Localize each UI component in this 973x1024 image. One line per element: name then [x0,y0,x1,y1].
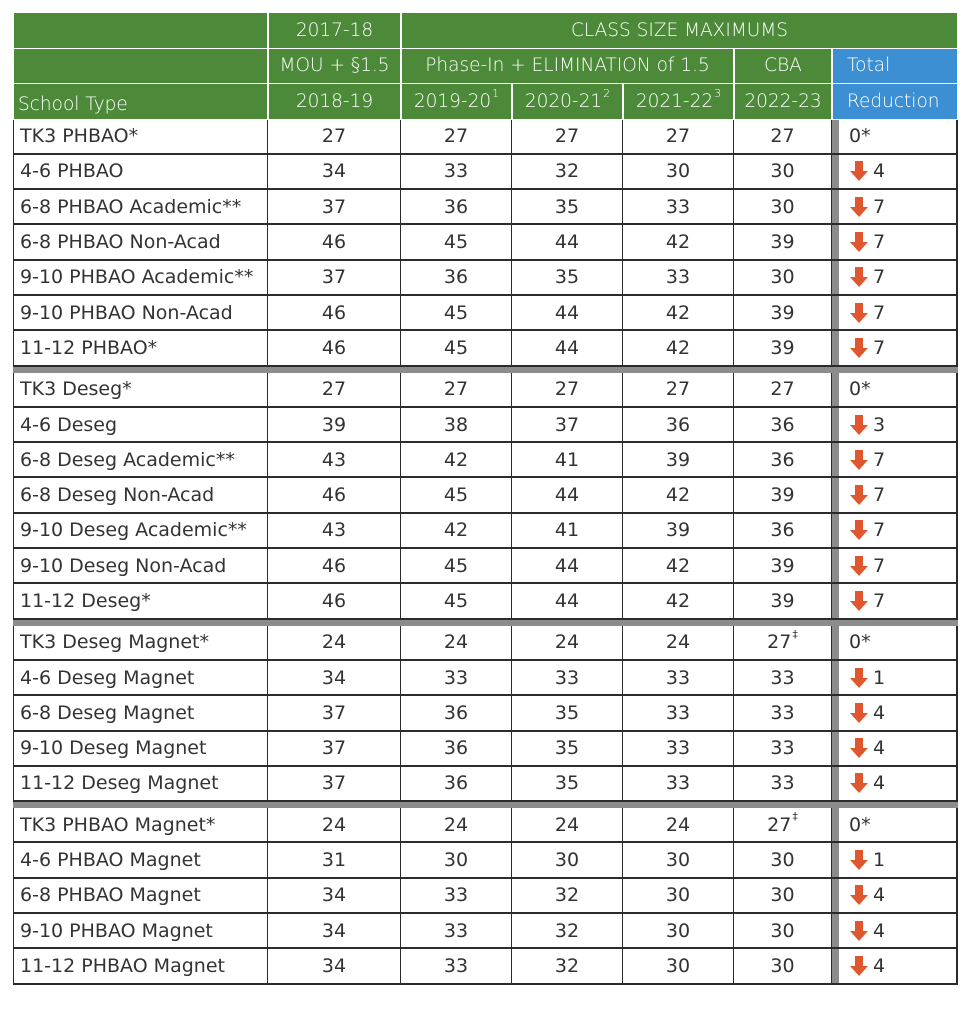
header-row-2 [13,49,958,85]
header-row-3 [13,84,958,120]
total-value: 0* [849,125,871,148]
value-cell: 34 [268,879,401,912]
value-cell: 34 [268,661,401,694]
value-cell: 42 [401,514,512,547]
value-cell: 33 [401,879,512,912]
down-arrow-icon [849,702,869,724]
value-cell: 42 [623,584,734,617]
value-cell: 36 [401,190,512,223]
value-cell: 30 [734,843,832,876]
total-value: 0* [849,378,871,401]
total-reduction-cell [832,949,958,982]
total-reduction-cell [832,584,958,617]
value-cell: 24 [401,808,512,841]
header-class-size-maximums: CLASS SIZE MAXIMUMS [401,13,958,49]
header-phase-in: Phase-In + ELIMINATION of 1.5 [401,49,734,85]
value-cell: 36 [734,443,832,476]
down-arrow-icon [849,449,869,471]
value-cell: 35 [512,261,623,294]
total-value: 7 [873,231,886,254]
value-cell: 27 [512,120,623,153]
table-row [13,661,958,696]
school-type-cell: 11-12 PHBAO Magnet [13,949,268,982]
value-cell: 30 [623,949,734,982]
value-cell: 39 [734,549,832,582]
value-cell: 46 [268,331,401,364]
school-type-cell: 9-10 PHBAO Non-Acad [13,296,268,329]
total-value: 7 [873,484,886,507]
total-value: 3 [873,413,886,436]
value-cell: 33 [401,661,512,694]
total-reduction-cell [832,478,958,511]
school-type-cell: 6-8 PHBAO Non-Acad [13,225,268,258]
value-cell: 45 [401,584,512,617]
value-cell: 33 [734,732,832,765]
value-cell: 33 [623,732,734,765]
value-cell: 42 [401,443,512,476]
total-reduction-cell [832,767,958,800]
value-cell: 34 [268,914,401,947]
value-cell: 27 [512,373,623,406]
school-type-cell: 4-6 Deseg [13,408,268,441]
class-size-table [13,13,958,985]
table-row [13,808,958,843]
value-cell: 36 [401,696,512,729]
total-reduction-cell [832,331,958,364]
down-arrow-icon [849,555,869,577]
value-cell: 30 [401,843,512,876]
value-cell: 37 [268,767,401,800]
value-cell: 33 [623,661,734,694]
value-cell: 33 [401,914,512,947]
total-value: 4 [873,884,886,907]
value-cell: 36 [734,514,832,547]
value-cell: 36 [401,732,512,765]
header-total: Total [832,49,958,85]
total-reduction-cell [832,808,958,841]
school-type-cell: 11-12 Deseg Magnet [13,767,268,800]
header-blank [13,13,268,49]
value-cell: 30 [623,914,734,947]
value-cell: 44 [512,584,623,617]
down-arrow-icon [849,920,869,942]
table-row [13,331,958,366]
value-cell: 34 [268,949,401,982]
down-arrow-icon [849,737,869,759]
value-cell: 27 [268,120,401,153]
total-value: 7 [873,336,886,359]
header-2022-23: 2022-23 [734,84,832,120]
total-value: 7 [873,554,886,577]
down-arrow-icon [849,484,869,506]
table-row [13,732,958,767]
total-reduction-cell [832,843,958,876]
value-cell: 32 [512,155,623,188]
total-reduction-cell [832,408,958,441]
value-cell: 33 [734,696,832,729]
value-cell: 32 [512,949,623,982]
down-arrow-icon [849,884,869,906]
header-school-type: School Type [13,84,268,120]
school-type-cell: TK3 PHBAO* [13,120,268,153]
school-type-cell: 9-10 Deseg Magnet [13,732,268,765]
value-cell: 24 [623,808,734,841]
table-row [13,296,958,331]
value-cell: 39 [623,443,734,476]
total-reduction-cell [832,190,958,223]
value-cell: 46 [268,296,401,329]
header-2019-20: 2019-20 1 [401,84,512,120]
value-cell: 24 [268,808,401,841]
header-2018-19: 2018-19 [268,84,401,120]
total-value: 4 [873,919,886,942]
table-row [13,514,958,549]
value-cell: 27 [623,373,734,406]
value-cell: 39 [734,478,832,511]
total-value: 7 [873,301,886,324]
down-arrow-icon [849,667,869,689]
value-cell: 39 [734,225,832,258]
value-cell: 30 [734,879,832,912]
value-cell: 44 [512,549,623,582]
value-cell: 27 [734,373,832,406]
value-cell: 38 [401,408,512,441]
header-mou: MOU + §1.5 [268,49,401,85]
value-cell: 30 [734,190,832,223]
value-cell: 33 [623,696,734,729]
header-2020-21: 2020-21 2 [512,84,623,120]
down-arrow-icon [849,849,869,871]
value-cell: 33 [401,155,512,188]
value-cell: 42 [623,296,734,329]
value-cell: 31 [268,843,401,876]
value-cell: 27 [623,120,734,153]
down-arrow-icon [849,955,869,977]
value-cell: 24 [401,626,512,659]
value-cell: 33 [512,661,623,694]
school-type-cell: 4-6 PHBAO Magnet [13,843,268,876]
value-cell: 24 [623,626,734,659]
table-row [13,626,958,661]
total-reduction-cell [832,296,958,329]
value-cell: 27 [401,120,512,153]
school-type-cell: TK3 Deseg* [13,373,268,406]
value-cell: 46 [268,584,401,617]
value-cell: 33 [623,767,734,800]
school-type-cell: 9-10 Deseg Non-Acad [13,549,268,582]
total-value: 0* [849,813,871,836]
table-row [13,478,958,513]
value-cell: 35 [512,190,623,223]
value-cell: 37 [512,408,623,441]
total-reduction-cell [832,261,958,294]
value-cell: 44 [512,296,623,329]
value-cell: 46 [268,225,401,258]
value-cell: 24 [268,626,401,659]
table-row [13,914,958,949]
school-type-cell: 9-10 Deseg Academic** [13,514,268,547]
table-row [13,879,958,914]
value-cell: 33 [623,190,734,223]
down-arrow-icon [849,772,869,794]
value-cell: 45 [401,478,512,511]
table-row [13,373,958,408]
value-cell: 33 [623,261,734,294]
total-reduction-cell [832,373,958,406]
total-reduction-cell [832,914,958,947]
total-value: 7 [873,590,886,612]
value-cell: 34 [268,155,401,188]
total-value: 7 [873,195,886,218]
value-cell: 27 [268,373,401,406]
value-cell: 44 [512,331,623,364]
school-type-cell: 6-8 Deseg Non-Acad [13,478,268,511]
value-cell: 36 [401,767,512,800]
value-cell: 37 [268,732,401,765]
value-cell: 35 [512,696,623,729]
value-cell: 44 [512,225,623,258]
table-row [13,443,958,478]
down-arrow-icon [849,414,869,436]
value-cell: 42 [623,331,734,364]
value-cell: 37 [268,190,401,223]
total-reduction-cell [832,120,958,153]
header-reduction: Reduction [832,84,958,120]
value-cell: 24 [512,808,623,841]
header-blank-2 [13,49,268,85]
footnote-mark: ‡ [792,627,798,641]
total-value: 4 [873,954,886,977]
header-2021-22: 2021-22 3 [623,84,734,120]
value-cell: 30 [734,155,832,188]
value-cell: 30 [623,843,734,876]
total-value: 1 [873,666,886,689]
down-arrow-icon [849,302,869,324]
total-value: 7 [873,448,886,471]
value-cell: 39 [734,584,832,617]
value-cell: 33 [734,661,832,694]
down-arrow-icon [849,160,869,182]
down-arrow-icon [849,337,869,359]
table-body [13,120,958,985]
value-cell: 42 [623,549,734,582]
value-cell: 39 [623,514,734,547]
down-arrow-icon [849,519,869,541]
value-cell: 36 [734,408,832,441]
header-row-1 [13,13,958,49]
table-row [13,696,958,731]
school-type-cell: 9-10 PHBAO Academic** [13,261,268,294]
total-reduction-cell [832,155,958,188]
value-cell: 45 [401,296,512,329]
total-value: 1 [873,849,886,872]
table-row [13,584,958,619]
table-row [13,549,958,584]
total-value: 7 [873,266,886,289]
value-cell: 45 [401,549,512,582]
total-value: 4 [873,737,886,760]
value-cell: 30 [734,261,832,294]
school-type-cell: 4-6 Deseg Magnet [13,661,268,694]
value-cell: 39 [734,296,832,329]
total-value: 4 [873,701,886,724]
total-reduction-cell [832,626,958,659]
value-cell: 27 [401,373,512,406]
value-cell: 30 [734,914,832,947]
school-type-cell: TK3 Deseg Magnet* [13,626,268,659]
value-cell: 27 [734,120,832,153]
header-2017-18: 2017-18 [268,13,401,49]
table-row [13,767,958,802]
table-row [13,155,958,190]
value-cell: 46 [268,549,401,582]
value-cell: 36 [401,261,512,294]
footnote-mark: ‡ [792,810,798,824]
total-reduction-cell [832,696,958,729]
school-type-cell: 4-6 PHBAO [13,155,268,188]
value-cell: 24 [512,626,623,659]
school-type-cell: 11-12 PHBAO* [13,331,268,364]
value-cell: 46 [268,478,401,511]
value-cell: 45 [401,225,512,258]
value-cell: 41 [512,514,623,547]
total-reduction-cell [832,443,958,476]
school-type-cell: TK3 PHBAO Magnet* [13,808,268,841]
table-row [13,949,958,984]
total-value: 4 [873,160,886,183]
down-arrow-icon [849,590,869,612]
value-cell: 30 [623,155,734,188]
value-cell: 35 [512,732,623,765]
value-cell: 30 [623,879,734,912]
down-arrow-icon [849,266,869,288]
total-reduction-cell [832,879,958,912]
value-cell: 32 [512,879,623,912]
value-cell: 35 [512,767,623,800]
value-cell: 41 [512,443,623,476]
value-cell: 42 [623,225,734,258]
value-cell: 32 [512,914,623,947]
table-row [13,843,958,878]
table-row [13,261,958,296]
value-cell: 42 [623,478,734,511]
value-cell: 39 [734,331,832,364]
value-cell: 33 [734,767,832,800]
value-cell: 33 [401,949,512,982]
total-value: 7 [873,519,886,542]
total-value: 0* [849,631,871,654]
school-type-cell: 6-8 Deseg Magnet [13,696,268,729]
total-reduction-cell [832,514,958,547]
table-row [13,190,958,225]
school-type-cell: 6-8 PHBAO Magnet [13,879,268,912]
value-cell: 39 [268,408,401,441]
value-cell: 37 [268,261,401,294]
school-type-cell: 9-10 PHBAO Magnet [13,914,268,947]
table-row [13,225,958,260]
value-cell: 27 ‡ [734,626,832,659]
down-arrow-icon [849,196,869,218]
header-cba: CBA [734,49,832,85]
value-cell: 36 [623,408,734,441]
value-cell: 43 [268,443,401,476]
value-cell: 45 [401,331,512,364]
total-reduction-cell [832,661,958,694]
school-type-cell: 6-8 PHBAO Academic** [13,190,268,223]
value-cell: 37 [268,696,401,729]
total-reduction-cell [832,225,958,258]
school-type-cell: 11-12 Deseg* [13,584,268,617]
total-reduction-cell [832,549,958,582]
school-type-cell: 6-8 Deseg Academic** [13,443,268,476]
table-row [13,120,958,155]
down-arrow-icon [849,231,869,253]
value-cell: 30 [512,843,623,876]
total-value: 4 [873,772,886,795]
value-cell: 43 [268,514,401,547]
value-cell: 44 [512,478,623,511]
table-row [13,408,958,443]
total-reduction-cell [832,732,958,765]
value-cell: 30 [734,949,832,982]
value-cell: 27 ‡ [734,808,832,841]
